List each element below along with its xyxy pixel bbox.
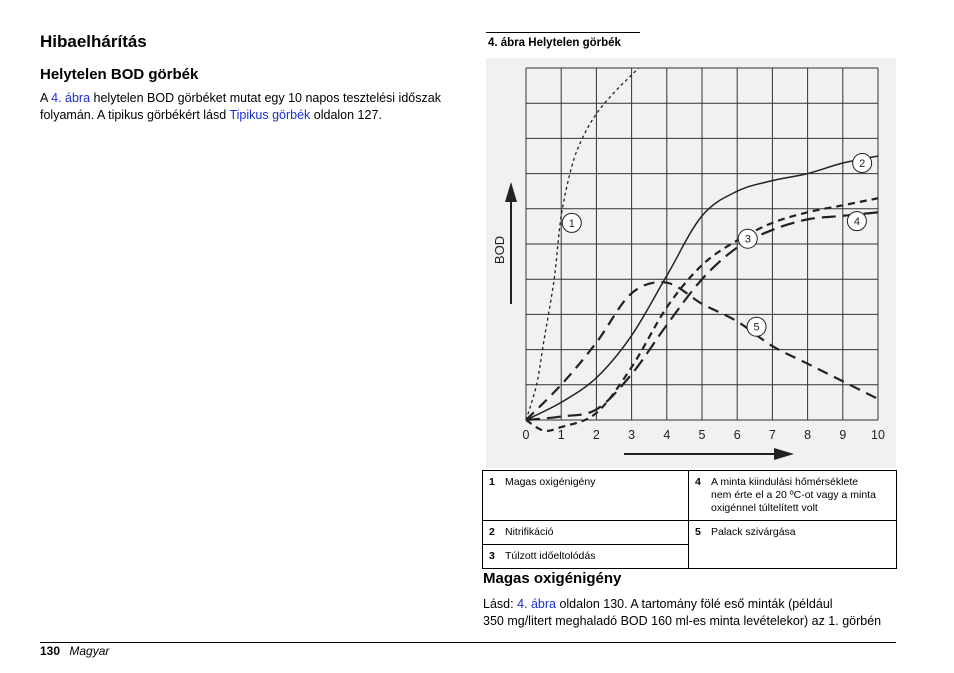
x-tick-label: 6 (733, 428, 741, 442)
figure-link[interactable]: 4. ábra (51, 91, 91, 105)
page-heading: Hibaelhárítás (40, 32, 147, 51)
callout-label-2: 2 (859, 158, 866, 171)
typical-curves-link[interactable]: Tipikus görbék (229, 108, 311, 122)
legend-cell-1: 1 Magas oxigénigény (483, 471, 689, 521)
x-tick-label: 7 (768, 428, 776, 442)
x-tick-label: 1 (557, 428, 565, 442)
figure-caption: 4. ábra Helytelen görbék (488, 37, 621, 49)
x-tick-label: 0 (522, 428, 530, 442)
caption-rule (486, 32, 640, 33)
section-title: Helytelen BOD görbék (40, 66, 199, 83)
footer (40, 644, 109, 658)
legend-cell-4: 4 A minta kiindulási hőmérséklete nem érte el a 20 ºC-ot vagy a minta oxigénnel túltelített volt (689, 471, 897, 521)
footer-rule (40, 642, 896, 643)
x-tick-label: 2 (592, 428, 600, 442)
figure-link-2[interactable]: 4. ábra (517, 597, 556, 611)
x-tick-label: 5 (698, 428, 706, 442)
legend-cell-5: 5 Palack szivárgása (689, 521, 897, 569)
section2-paragraph: Lásd: 4. ábra oldalon 130. A tartomány fölé eső minták (például 350 mg/litert meghaladó BOD 160 ml-es minta levételekor) az 1. görbén (483, 597, 882, 628)
bod-chart (486, 58, 896, 468)
section2-title: Magas oxigénigény (483, 570, 622, 587)
x-tick-label: 10 (871, 428, 885, 442)
intro-paragraph: A 4. ábra helytelen BOD görbéket mutat egy 10 napos tesztelési időszak folyamán. A tipikus görbékért lásd Tipikus görbék oldalon 127. (40, 91, 441, 122)
callout-label-3: 3 (744, 233, 751, 246)
callout-label-5: 5 (753, 321, 760, 334)
chart-background (486, 58, 896, 468)
x-tick-label: 4 (663, 428, 671, 442)
legend-cell-2: 2 Nitrifikáció (483, 521, 689, 545)
legend-cell-3: 3 Túlzott időeltolódás (483, 545, 689, 569)
x-tick-label: 9 (839, 428, 847, 442)
legend-table (482, 470, 897, 569)
x-tick-label: 3 (628, 428, 636, 442)
x-tick-label: 8 (804, 428, 812, 442)
footer-language: Magyar (69, 644, 110, 658)
callout-label-4: 4 (853, 216, 860, 229)
page-number: 130 (40, 644, 61, 658)
y-axis-label: BOD (492, 235, 507, 265)
callout-label-1: 1 (568, 217, 575, 230)
